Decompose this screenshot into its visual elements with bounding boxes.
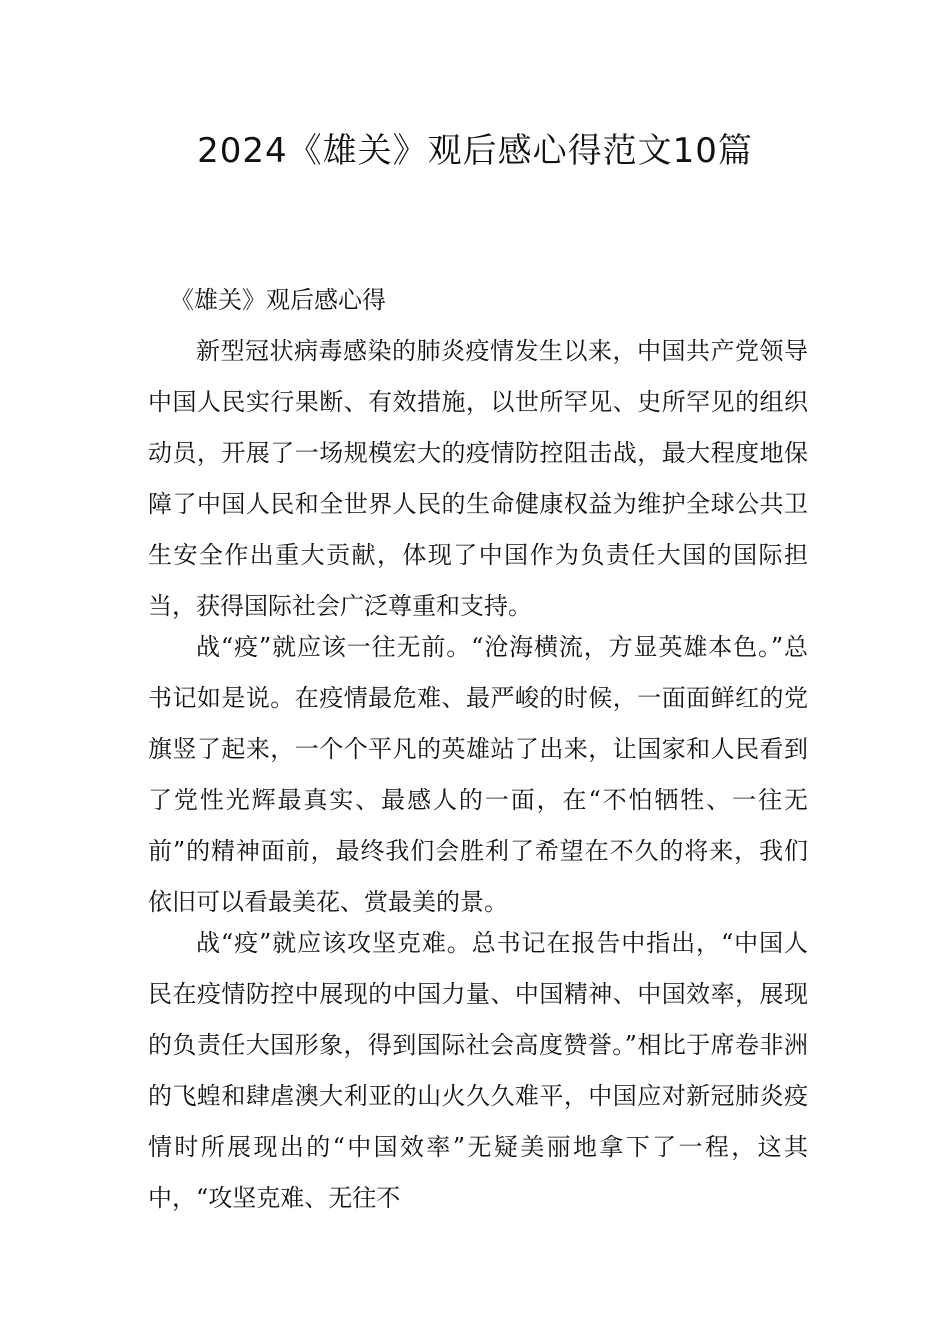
document-title: 2024《雄关》观后感心得范文10篇 xyxy=(197,131,753,171)
paragraph: 战“疫”就应该一往无前。“沧海横流，方显英雄本色。”总书记如是说。在疫情最危难、最严峻的时候，一面面鲜红的党旗竖了起来，一个个平凡的英雄站了出来，让国家和人民看到了党性光辉最真实、最感人的一面，在“不怕牺牲、一往无前”的精神面前，最终我们会胜利了希望在不久的将来，我们依旧可以看最美花、赏最美的景。 xyxy=(148,633,808,916)
paragraph: 新型冠状病毒感染的肺炎疫情发生以来，中国共产党领导中国人民实行果断、有效措施，以世所罕见、史所罕见的组织动员，开展了一场规模宏大的疫情防控阻击战，最大程度地保障了中国人民和全世界人民的生命健康权益为维护全球公共卫生安全作出重大贡献，体现了中国作为负责任大国的国际担当，获得国际社会广泛尊重和支持。 xyxy=(148,337,808,620)
paragraph: 战“疫”就应该攻坚克难。总书记在报告中指出，“中国人民在疫情防控中展现的中国力量、中国精神、中国效率，展现的负责任大国形象，得到国际社会高度赞誉。”相比于席卷非洲的飞蝗和肆虐澳大利亚的山火久久难平，中国应对新冠肺炎疫情时所展现出的“中国效率”无疑美丽地拿下了一程，这其中，“攻坚克难、无往不 xyxy=(148,929,808,1212)
section-heading: 《雄关》观后感心得 xyxy=(170,286,386,314)
